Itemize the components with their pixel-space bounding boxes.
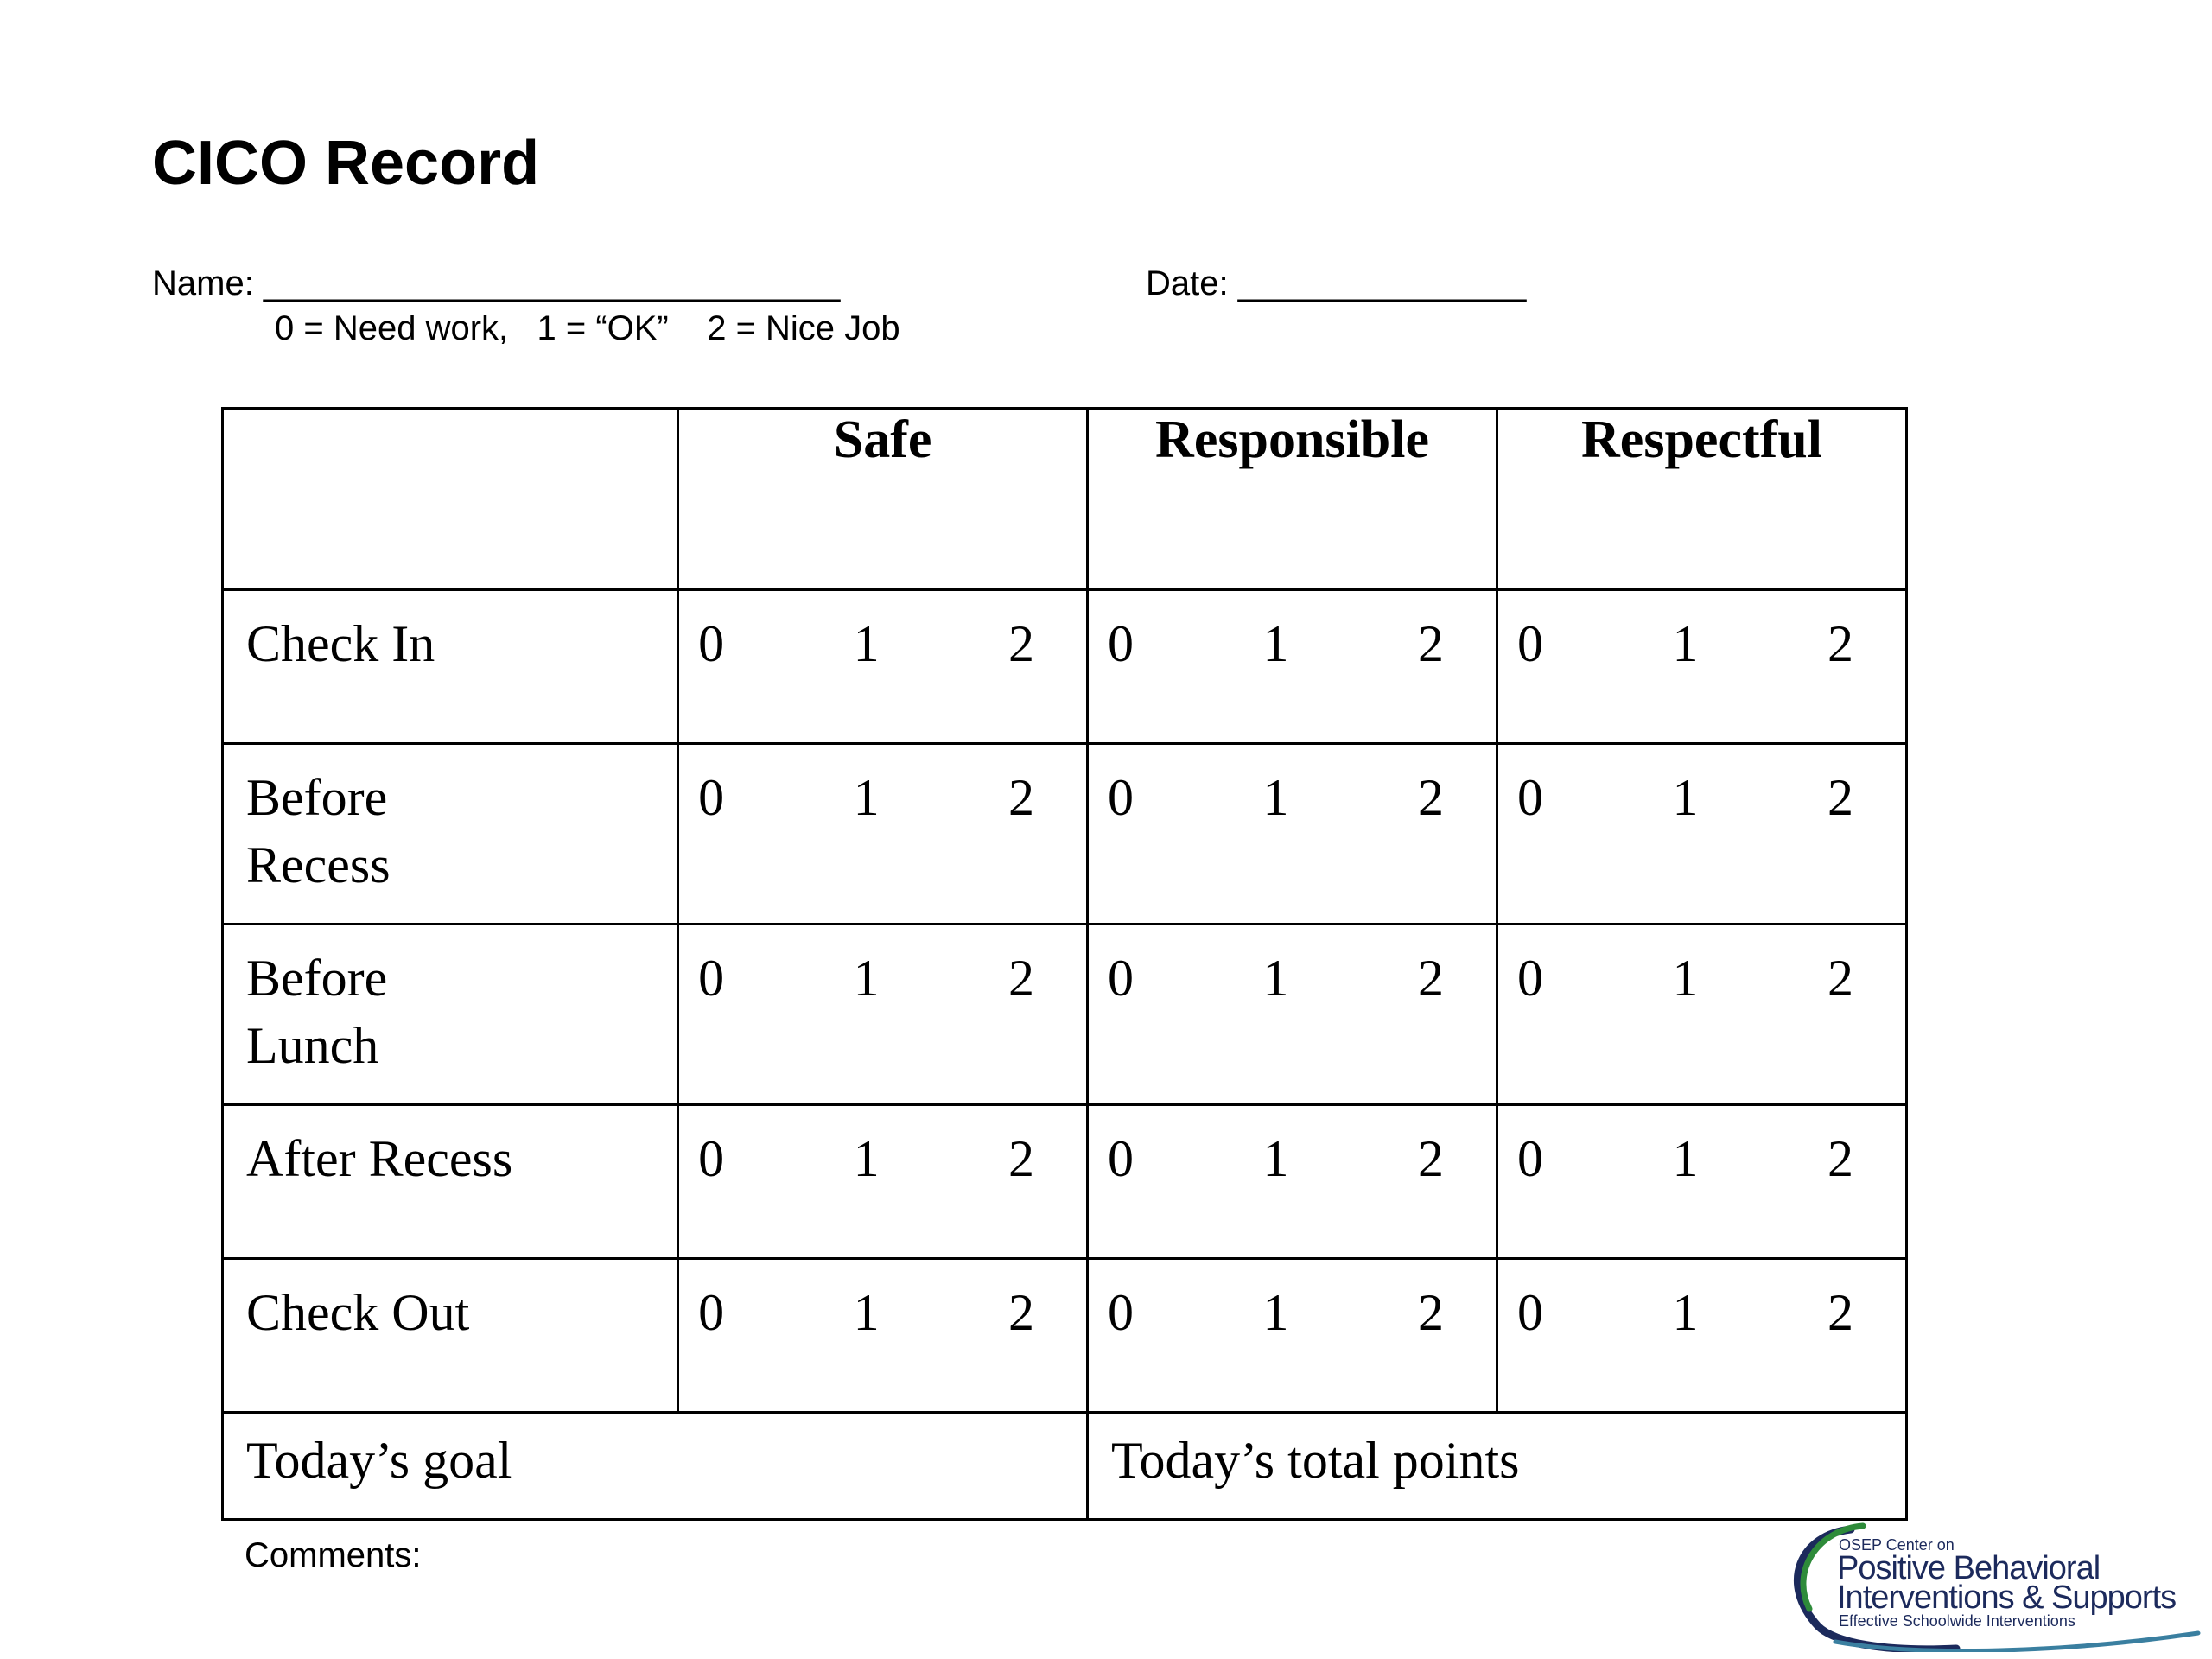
logo-text-pbis-2: Interventions & Supports (1837, 1580, 2177, 1616)
table-header-row (223, 409, 1907, 590)
score-option-1[interactable]: 1 (1672, 950, 1699, 1007)
score-cell-safe (678, 590, 1088, 744)
score-option-1[interactable]: 1 (1262, 615, 1289, 672)
score-option-2[interactable]: 2 (1418, 769, 1445, 826)
score-option-0[interactable]: 0 (698, 1284, 725, 1341)
comments-label: Comments: (245, 1536, 422, 1574)
legend-one: 1 = “OK” (537, 309, 669, 347)
score-option-0[interactable]: 0 (1108, 1130, 1135, 1187)
score-option-1[interactable]: 1 (853, 769, 880, 826)
score-cell-responsible (1088, 925, 1497, 1105)
score-options (679, 591, 1086, 677)
score-options (1498, 925, 1905, 1012)
score-option-2[interactable]: 2 (1008, 1130, 1035, 1187)
score-cell-respectful (1497, 1105, 1907, 1259)
score-options (1089, 591, 1496, 677)
score-option-0[interactable]: 0 (698, 769, 725, 826)
score-options (1498, 1260, 1905, 1346)
logo-text-tagline: Effective Schoolwide Interventions (1839, 1612, 2075, 1630)
header-safe: Safe (678, 409, 1088, 590)
score-option-1[interactable]: 1 (853, 1130, 880, 1187)
date-field[interactable]: Date: _______________ (1146, 264, 1527, 302)
score-option-1[interactable]: 1 (1262, 769, 1289, 826)
score-options (1498, 1106, 1905, 1192)
score-option-2[interactable]: 2 (1827, 1130, 1853, 1187)
row-label: After Recess (223, 1105, 678, 1259)
todays-total-points-cell[interactable]: Today’s total points (1088, 1413, 1907, 1520)
score-legend (275, 311, 900, 346)
score-option-2[interactable]: 2 (1827, 1284, 1853, 1341)
score-option-2[interactable]: 2 (1008, 615, 1035, 672)
score-option-0[interactable]: 0 (1517, 615, 1544, 672)
table-row (223, 1259, 1907, 1413)
score-option-1[interactable]: 1 (1262, 1284, 1289, 1341)
score-option-1[interactable]: 1 (853, 615, 880, 672)
score-cell-safe (678, 1105, 1088, 1259)
score-option-0[interactable]: 0 (698, 615, 725, 672)
score-option-0[interactable]: 0 (1108, 1284, 1135, 1341)
score-option-0[interactable]: 0 (1517, 769, 1544, 826)
score-cell-safe (678, 925, 1088, 1105)
table-row (223, 925, 1907, 1105)
score-option-2[interactable]: 2 (1827, 950, 1853, 1007)
table-row (223, 1105, 1907, 1259)
score-option-1[interactable]: 1 (1262, 950, 1289, 1007)
score-option-1[interactable]: 1 (1672, 1130, 1699, 1187)
score-option-2[interactable]: 2 (1418, 1284, 1445, 1341)
score-cell-responsible (1088, 744, 1497, 925)
score-option-1[interactable]: 1 (853, 1284, 880, 1341)
score-option-1[interactable]: 1 (1262, 1130, 1289, 1187)
score-option-1[interactable]: 1 (1672, 615, 1699, 672)
score-cell-respectful (1497, 744, 1907, 925)
table-row (223, 744, 1907, 925)
score-option-2[interactable]: 2 (1418, 615, 1445, 672)
row-label: Before Lunch (223, 925, 678, 1105)
score-option-2[interactable]: 2 (1418, 950, 1445, 1007)
score-cell-safe (678, 744, 1088, 925)
score-options (679, 925, 1086, 1012)
score-cell-respectful (1497, 925, 1907, 1105)
score-options (1498, 745, 1905, 831)
row-label: Before Recess (223, 744, 678, 925)
score-options (679, 745, 1086, 831)
score-options (679, 1106, 1086, 1192)
legend-two: 2 = Nice Job (707, 309, 900, 347)
score-options (1089, 745, 1496, 831)
score-options (679, 1260, 1086, 1346)
cico-table (221, 407, 1908, 1521)
score-option-0[interactable]: 0 (1108, 950, 1135, 1007)
logo-text-pbis-1: Positive Behavioral (1837, 1550, 2101, 1586)
score-option-2[interactable]: 2 (1418, 1130, 1445, 1187)
score-option-0[interactable]: 0 (698, 950, 725, 1007)
score-option-0[interactable]: 0 (1108, 615, 1135, 672)
row-label: Check Out (223, 1259, 678, 1413)
score-cell-responsible (1088, 1105, 1497, 1259)
score-cell-respectful (1497, 590, 1907, 744)
pbis-logo (1783, 1522, 2207, 1652)
score-options (1089, 1260, 1496, 1346)
score-option-1[interactable]: 1 (1672, 769, 1699, 826)
name-field[interactable]: Name: ______________________________ (152, 264, 841, 302)
header-respectful: Respectful (1497, 409, 1907, 590)
score-option-0[interactable]: 0 (1517, 1130, 1544, 1187)
score-cell-respectful (1497, 1259, 1907, 1413)
score-option-1[interactable]: 1 (1672, 1284, 1699, 1341)
score-option-2[interactable]: 2 (1008, 769, 1035, 826)
score-option-0[interactable]: 0 (1517, 1284, 1544, 1341)
score-cell-responsible (1088, 590, 1497, 744)
legend-zero: 0 = Need work, (275, 309, 509, 347)
header-responsible: Responsible (1088, 409, 1497, 590)
score-options (1498, 591, 1905, 677)
score-option-2[interactable]: 2 (1827, 769, 1853, 826)
table-footer-row (223, 1413, 1907, 1520)
score-option-0[interactable]: 0 (1517, 950, 1544, 1007)
score-option-2[interactable]: 2 (1827, 615, 1853, 672)
row-label: Check In (223, 590, 678, 744)
score-options (1089, 925, 1496, 1012)
score-cell-responsible (1088, 1259, 1497, 1413)
logo-text-osep: OSEP Center on (1839, 1536, 1955, 1554)
header-blank (223, 409, 678, 590)
page-title: CICO Record (152, 129, 540, 198)
score-options (1089, 1106, 1496, 1192)
table-row (223, 590, 1907, 744)
score-option-0[interactable]: 0 (698, 1130, 725, 1187)
score-option-0[interactable]: 0 (1108, 769, 1135, 826)
score-option-2[interactable]: 2 (1008, 950, 1035, 1007)
score-option-1[interactable]: 1 (853, 950, 880, 1007)
score-cell-safe (678, 1259, 1088, 1413)
todays-goal-cell[interactable]: Today’s goal (223, 1413, 1088, 1520)
score-option-2[interactable]: 2 (1008, 1284, 1035, 1341)
